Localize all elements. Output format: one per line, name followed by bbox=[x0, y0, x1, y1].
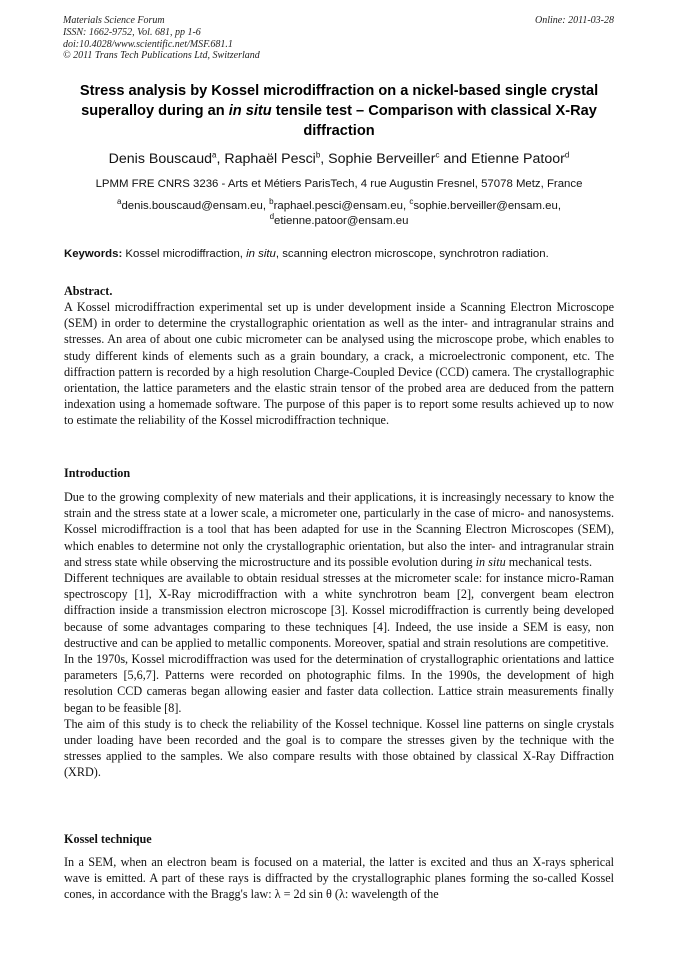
author-name: Etienne Patoor bbox=[471, 151, 565, 167]
author-name: Raphaël Pesci bbox=[224, 151, 316, 167]
kossel-text: In a SEM, when an electron beam is focused on a material, the latter is excited and thus an X-rays spherical wave is emitted. A part of these rays is diffracted by the crystallographic planes forming the so-called Kossel cones, in accordance with the Bragg's law: λ = 2d sin θ (λ: wavelength of the bbox=[64, 855, 614, 902]
keywords bbox=[64, 248, 624, 260]
abstract-text: A Kossel microdiffraction experimental set up is under development inside a Scanning Electron Microscope (SEM) in order to determine the crystallographic orientation as well as the inter- and intragranular strains and stresses. An area of about one cubic micrometer can be analysed using the microscope probe, which enables to study different kinds of elements such as a grain boundary, a crack, a microelectronic component, etc. The diffraction pattern is recorded by a high resolution Charge-Coupled Device (CCD) camera. The crystallographic orientation, the lattice parameters and the elastic strain tensor of the probed area are deduced from the pattern indexation using a homemade software. The purpose of this paper is to report some results achieved up to now to estimate the reliability of the Kossel microdiffraction technique. bbox=[64, 300, 614, 428]
keywords-text-1: Kossel microdiffraction, bbox=[122, 248, 247, 260]
author-separator: , bbox=[320, 151, 329, 167]
author-mark: a bbox=[211, 150, 217, 160]
author-list bbox=[40, 151, 638, 167]
email-link[interactable]: raphael.pesci@ensam.eu bbox=[273, 200, 403, 212]
doi-line[interactable]: doi:10.4028/www.scientific.net/MSF.681.1 bbox=[63, 38, 233, 50]
intro-p1-text-b: mechanical tests. bbox=[505, 554, 593, 569]
keywords-label: Keywords: bbox=[64, 248, 123, 260]
intro-p1-text-a: Due to the growing complexity of new materials and their applications, it is increasingly necessary to know the strain and the stress state at a lower scale, a micrometer one, particularly in the case of micro- and nanosystems. Kossel microdiffraction is a tool that has been adapted for use in the Scanning Electron Microscopes (SEM), which enables to determine not only the crystallographic orientation, but also the inter- and intragranular strain and stress state while observing the microstructure and its possible evolution during bbox=[64, 490, 614, 569]
keywords-text-2: , scanning electron microscope, synchrotron radiation. bbox=[275, 248, 549, 260]
intro-paragraph-2: Different techniques are available to obtain residual stresses at the micrometer scale: for instance micro-Raman spectroscopy [1], X-Ray microdiffraction with a white synchrotron beam [2], convergent beam electron diffraction inside a transmission electron microscope [3]. Kossel microdiffraction is currently being developed because of some advantages comparing to these techniques [4]. Indeed, the use inside a SEM is easy, non destructive and can be applied to metallic components. Moreover, spatial and strain resolutions are competitive. bbox=[64, 571, 614, 650]
journal-header bbox=[63, 15, 260, 62]
email-separator: , bbox=[262, 200, 270, 212]
author-mark: b bbox=[315, 150, 321, 160]
email-mark: b bbox=[269, 197, 274, 207]
email-mark: c bbox=[409, 197, 414, 207]
email-link[interactable]: sophie.berveiller@ensam.eu bbox=[413, 200, 558, 212]
email-mark: d bbox=[269, 211, 275, 221]
intro-p1-italic: in situ bbox=[475, 554, 506, 569]
author-name: Denis Bouscaud bbox=[108, 151, 212, 167]
email-mark: a bbox=[116, 197, 122, 207]
copyright-line: © 2011 Trans Tech Publications Ltd, Switzerland bbox=[63, 50, 260, 62]
online-date: Online: 2011-03-28 bbox=[535, 15, 614, 26]
introduction-body bbox=[64, 489, 614, 781]
author-name: Sophie Berveiller bbox=[328, 151, 436, 167]
affiliation: LPMM FRE CNRS 3236 - Arts et Métiers ParisTech, 4 rue Augustin Fresnel, 57078 Metz, France bbox=[95, 178, 583, 190]
email-separator: , bbox=[402, 200, 410, 212]
title-part-2: tensile test – Comparison with classical X-Ray diffraction bbox=[271, 103, 597, 139]
kossel-heading: Kossel technique bbox=[64, 832, 152, 846]
abstract-heading: Abstract. bbox=[64, 284, 113, 298]
title-italic: in situ bbox=[228, 103, 272, 119]
intro-paragraph-4: The aim of this study is to check the reliability of the Kossel technique. Kossel line patterns on single crystals under loading have been recorded and the goal is to compare the stresses given by the technique with the stresses applied to the samples. We also compare results with those obtained by classical X-Ray Diffraction (XRD). bbox=[64, 716, 614, 780]
author-mark: c bbox=[435, 150, 440, 160]
author-separator: and bbox=[439, 151, 471, 167]
email-list bbox=[60, 199, 618, 228]
issn-line: ISSN: 1662-9752, Vol. 681, pp 1-6 bbox=[63, 26, 201, 38]
intro-paragraph-3: In the 1970s, Kossel microdiffraction was used for the determination of crystallographic orientations and lattice parameters [5,6,7]. Patterns were recorded on photographic films. In the 1990s, the development of high resolution CCD cameras began allowing easier and faster data collection. Lattice strain measurements finally began to be feasible [8]. bbox=[64, 652, 614, 715]
paper-title bbox=[60, 81, 618, 141]
email-link[interactable]: etienne.patoor@ensam.eu bbox=[274, 214, 409, 227]
keywords-italic: in situ bbox=[246, 248, 276, 260]
kossel-body bbox=[64, 854, 614, 903]
introduction-heading: Introduction bbox=[64, 466, 131, 480]
journal-name: Materials Science Forum bbox=[63, 15, 165, 26]
author-mark: d bbox=[564, 150, 570, 160]
author-separator: , bbox=[216, 151, 225, 167]
intro-paragraph-1 bbox=[64, 489, 614, 570]
abstract-body bbox=[64, 299, 614, 429]
email-separator: , bbox=[557, 200, 562, 212]
title-part-1: Stress analysis by Kossel microdiffraction on a nickel-based single crystal superalloy during an bbox=[79, 83, 599, 119]
email-link[interactable]: denis.bouscaud@ensam.eu bbox=[121, 200, 263, 212]
